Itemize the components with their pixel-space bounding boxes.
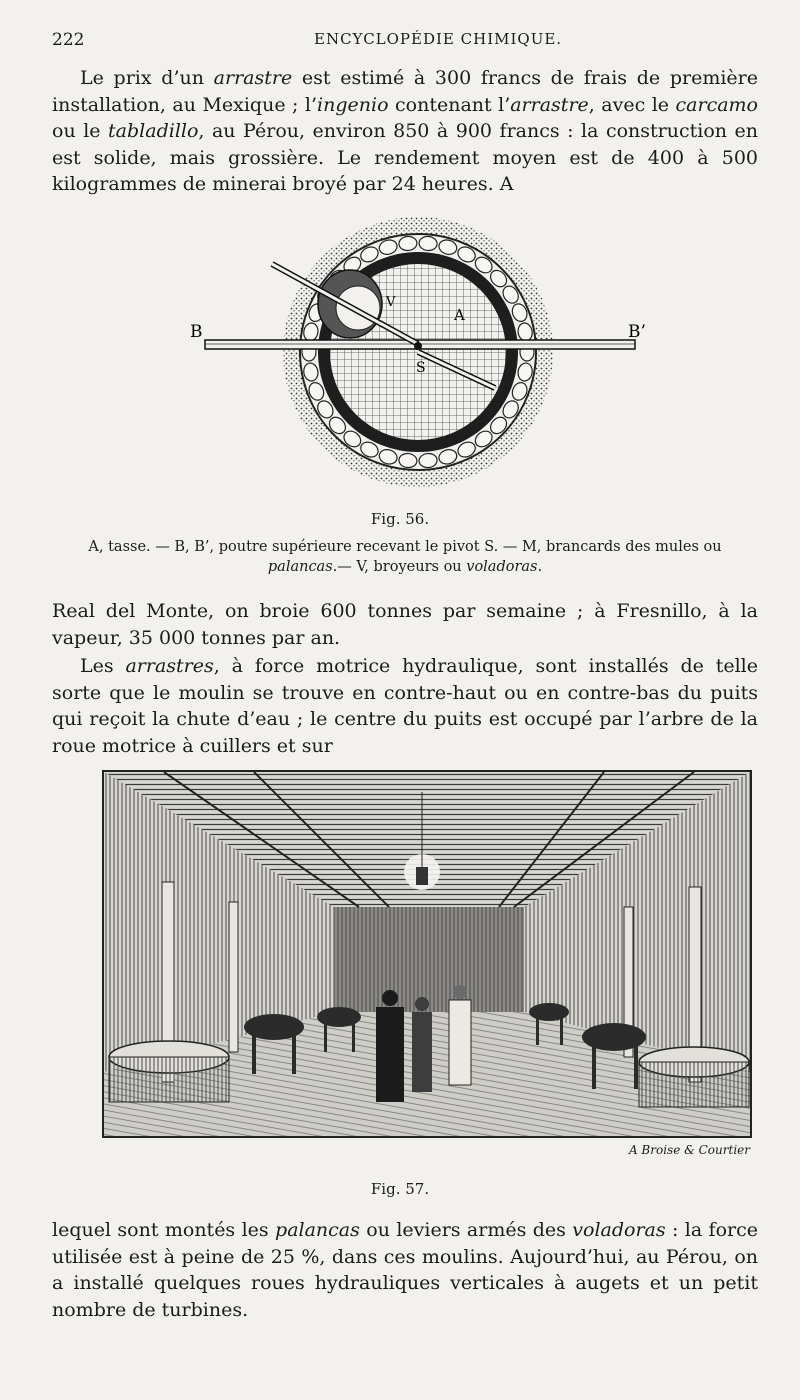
paragraph-arrastre-cost: Le prix d’un arrastre est estimé à 300 francs de frais de première installation, au Mexique ; l’ingenio contenant l’arrastre, avec le carcamo ou le tabladillo, au Pérou, environ 850 à 900 francs : la construction en est solide, mais grossière. Le rendement moyen est de 400 à 500 kilogrammes de minerai broyé par 24 heures. A — [52, 67, 759, 195]
label-b: B — [190, 322, 203, 342]
paragraph-hydraulic-arrastres: Les arrastres, à force motrice hydraulique, sont installés de telle sorte que le moulin se trouve en contre-haut ou en contre-bas du puits qui reçoit la chute d’eau ; le centre du puits est occupé par l’arbre de la roue motrice à cuillers et sur — [52, 655, 759, 757]
label-v: V — [386, 295, 396, 310]
figure-56-arrastre-plan — [190, 212, 650, 502]
label-a: A — [454, 306, 465, 324]
paragraph-palancas-voladoras: lequel sont montés les palancas ou leviers armés des voladoras : la force utilisée est à peine de 25 %, dans ces moulins. Aujourd’hui, au Pérou, on a installé quelques roues hydrauliques verticales à augets et un petit nombre de turbines. — [52, 1219, 758, 1321]
label-s: S — [416, 360, 426, 376]
engraver-credit: A Broise & Courtier — [628, 1143, 750, 1157]
figure-56-legend: A, tasse. — B, B’, poutre supérieure recevant le pivot S. — M, brancards des mules ou palancas.— V, broyeurs ou voladoras. — [88, 539, 722, 575]
arrastre-hall-illustration — [104, 772, 750, 1136]
figure-57-engraving — [102, 770, 752, 1138]
figure-56-caption: Fig. 56. — [370, 510, 430, 528]
paragraph-real-del-monte: Real del Monte, on broie 600 tonnes par semaine ; à Fresnillo, à la vapeur, 35 000 tonnes par an. — [52, 600, 758, 649]
pillar — [229, 902, 238, 1052]
workers — [376, 985, 471, 1102]
lantern — [416, 867, 428, 885]
figure-57-caption: Fig. 57. — [370, 1180, 430, 1198]
page-number: 222 — [52, 30, 85, 50]
pivot — [414, 342, 422, 350]
running-title: ENCYCLOPÉDIE CHIMIQUE. — [314, 30, 563, 48]
label-b-prime: B’ — [628, 322, 646, 342]
page-header — [52, 30, 752, 52]
